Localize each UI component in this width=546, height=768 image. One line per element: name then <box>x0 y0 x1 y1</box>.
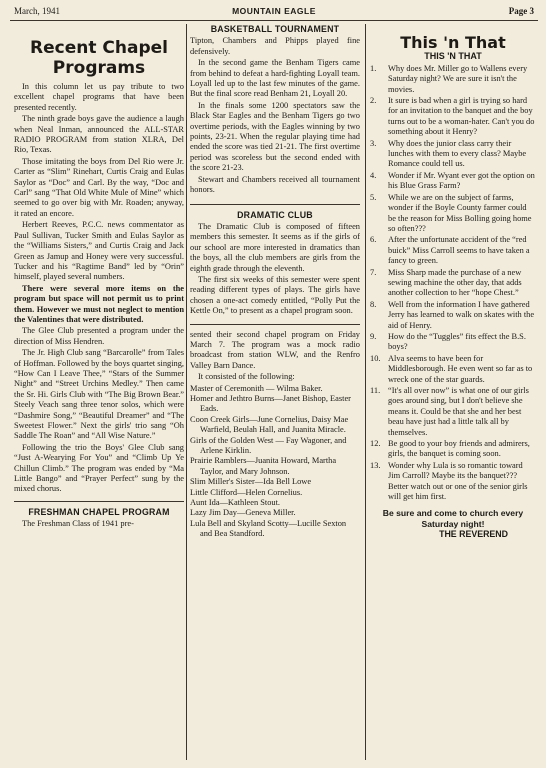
article-paragraph: sented their second chapel program on Friday March 7. The program was a mock radio broadcast from station WLW, and the Renfro Valley Barn Dance. <box>190 329 360 370</box>
program-list-item: Prairie Ramblers—Juanita Howard, Martha Taylor, and Mary Johnson. <box>190 456 337 476</box>
list-item: 7. Miss Sharp made the purchase of a new sewing machine the other day, that adds another collection to her “hope Chest.” <box>370 267 522 298</box>
closing-line: Be sure and come to church every Saturday night! <box>382 508 524 529</box>
article-paragraph: The ninth grade boys gave the audience a laugh when Neal Inman, announced the ALL-STAR RADIO PROGRAM from station XLRA, Del Rio, Texas. <box>14 114 184 155</box>
issue-date: March, 1941 <box>14 6 60 16</box>
article-paragraph: In the second game the Benham Tigers came from behind to defeat a hard-fighting Loyall team. Loyall led up to the last few minutes of the game. But the final score read Benham 21, Loyall 20. <box>190 58 360 99</box>
article-paragraph: Tipton, Chambers and Phipps played fine defensively. <box>190 36 360 56</box>
program-list-item: Master of Ceremonith — Wilma Baker. <box>190 383 323 393</box>
program-list-item: Little Clifford—Helen Cornelius. <box>190 487 303 497</box>
author-byline: THE REVEREND <box>439 529 508 540</box>
newspaper-name: MOUNTAIN EAGLE <box>232 6 316 16</box>
list-item: 8. Well from the information I have gathered Jerry has learned to walk on skates with the aid of Henry. <box>370 299 535 330</box>
article-paragraph: The Glee Club presented a program under the direction of Miss Hendren. <box>14 326 184 346</box>
page-header <box>10 6 538 21</box>
list-item: 13. Wonder why Lula is so romantic toward Jim Carroll? Maybe its the banquet??? Better watch out or one of the senior girls will get him first. <box>370 460 528 502</box>
list-item: 1. Why does Mr. Miller go to Wallens every Saturday night? We are sure it isn't the movies. <box>370 63 528 94</box>
program-list-item: Coon Creek Girls—June Cornelius, Daisy Mae Warfield, Beulah Hall, and Juanita Miracle. <box>190 414 349 435</box>
section-divider <box>190 318 360 325</box>
list-item: 12. Be good to your boy friends and admirers, girls, the banquet is coming soon. <box>370 439 530 459</box>
article-paragraph: In the finals some 1200 spectators saw the Black Star Eagles and the Benham Tigers go two overtime periods, with the Eagles winning by two points, 23-21. When the regular playing time had ended the score was tied 21-21. The first overtime period was scoreless but the second ended with the score 21-23. <box>190 100 360 173</box>
gossip-list <box>370 64 536 503</box>
program-list-item: Lazy Jim Day—Geneva Miller. <box>190 508 296 518</box>
column-divider-1 <box>186 24 187 760</box>
article-paragraph: The first six weeks of this semester were spent reading different types of plays. The girls have chosen a one-act comedy entitled, “Polly Put the Kettle On,” to present as a chapel program soon. <box>190 274 360 316</box>
freshman-chapel-headline: FRESHMAN CHAPEL PROGRAM <box>14 501 184 517</box>
program-list-item: Girls of the Golden West — Fay Wagoner, and Arlene Kirklin. <box>190 435 347 456</box>
list-item: 5. While we are on the subject of farms, wonder if the Boyle County farmer could be the reason for Miss Bolling going home so often??? <box>370 192 532 233</box>
article-paragraph: The Freshman Class of 1941 pre- <box>22 519 134 529</box>
column-divider-2 <box>365 24 366 760</box>
program-list-item: Homer and Jethtro Burns—Janet Bishop, Easter Eads. <box>190 394 351 414</box>
this-n-that-headline: This 'n That <box>400 33 506 52</box>
basketball-tournament-headline: BASKETBALL TOURNAMENT <box>210 24 340 34</box>
program-list-item: Aunt Ida—Kathleen Stout. <box>190 498 281 508</box>
column-chapel-programs <box>14 24 184 764</box>
list-item: 6. After the unfortunate accident of the “red buick” Miss Carroll seems to have taken a fancy to green. <box>370 235 530 266</box>
page-number: Page 3 <box>508 6 534 16</box>
list-item: 4. Wonder if Mr. Wyant ever got the option on his Blue Grass Farm? <box>370 170 535 191</box>
article-paragraph: Stewart and Chambers received all tournament honors. <box>190 174 360 195</box>
chapel-programs-headline: Recent Chapel Programs <box>30 38 168 78</box>
list-item: 10. Alva seems to have been for Middlesborough. He even went so far as to wreck one of the star guards. <box>370 353 533 384</box>
list-item: 11. “It's all over now” is what one of our girls goes around sing, but I don't believe she means it. Could be that she and her best beau have just had a little talk all by themselves. <box>370 386 529 437</box>
article-paragraph: In this column let us pay tribute to two excellent chapel programs that have been presented recently. <box>14 82 184 112</box>
article-paragraph: Those imitating the boys from Del Rio were Jr. Carter as “Slim” Rinehart, Curtis Craig and Eulas Saylor as “Doc” and Carl. By the way, “Doc and Carl” sang “That Old White Mule of Mine” which seemed to go over big with Mr. Roaden; anyway, it rated an encore. <box>14 156 184 218</box>
article-paragraph: The Dramatic Club is composed of fifteen members this semester. It seems as if the girls of our school are more interested in dramatics than the boys, all the club members are girls from the eighth grade through the eleventh. <box>190 221 360 273</box>
article-paragraph: The Jr. High Club sang “Barcarolle” from Tales of Hoffman. Followed by the boys quartet singing, “How Can I Leave Thee,” “Stars of the Summer Night” and “Street Urchins Medley.” Then came the Sr. Hi. Girls Club with “The Big Brown Bear.” Steely Veach sang three tenor solos, which were “Dashmire Song,” “Beautiful Dreamer” and “The Sweetest Flower.” Next the girls' trio sang “Oh Saddle The Roan” and “All Wise Nature.” <box>14 348 184 441</box>
article-paragraph: Herbert Reeves, P.C.C. news commentator as Paul Sullivan, Tucker Smith and Eulas Saylor as the “Williams Sisters,” and Curtis Craig and Jack Green as Jamup and Honey were very successful. Tucker and his “Ragtime Band” led by “Orin” himself, played several numbers. <box>14 220 184 282</box>
dramatic-club-headline: DRAMATIC CLUB <box>190 204 360 220</box>
this-n-that-subhead: THIS 'N THAT <box>424 51 482 62</box>
list-item: 9. How do the “Tuggles” fits effect the B.S. boys? <box>370 331 526 352</box>
program-list-item: Slim Miller's Sister—Ida Bell Lowe <box>190 477 312 487</box>
article-paragraph: It consisted of the following: <box>198 372 295 382</box>
list-item: 3. Why does the junior class carry their lunches with them to every class? Maybe Romance could tell us. <box>370 138 527 169</box>
article-paragraph: There were several more items on the program but space will not permit us to print them. However we must not neglect to mention the Valentines that were distributed. <box>14 283 184 324</box>
column-tournament-dramatic <box>190 24 360 764</box>
list-item: 2. It sure is bad when a girl is trying so hard for an invitation to the banquet and the boy turns out to be a woman-hater. Can't you do something about it Henry? <box>370 96 535 137</box>
column-this-n-that <box>370 24 536 764</box>
program-list-item: Lula Bell and Skyland Scotty—Lucille Sexton and Bea Standford. <box>190 518 347 539</box>
article-paragraph: Following the trio the Boys' Glee Club sang “Just A-Wearying For You” and “Climb Up Ye Chillun Climb.” The program was ended by “Ma Little Bango” and “Prayer Perfect” sung by the mixed chorus. <box>14 442 184 494</box>
